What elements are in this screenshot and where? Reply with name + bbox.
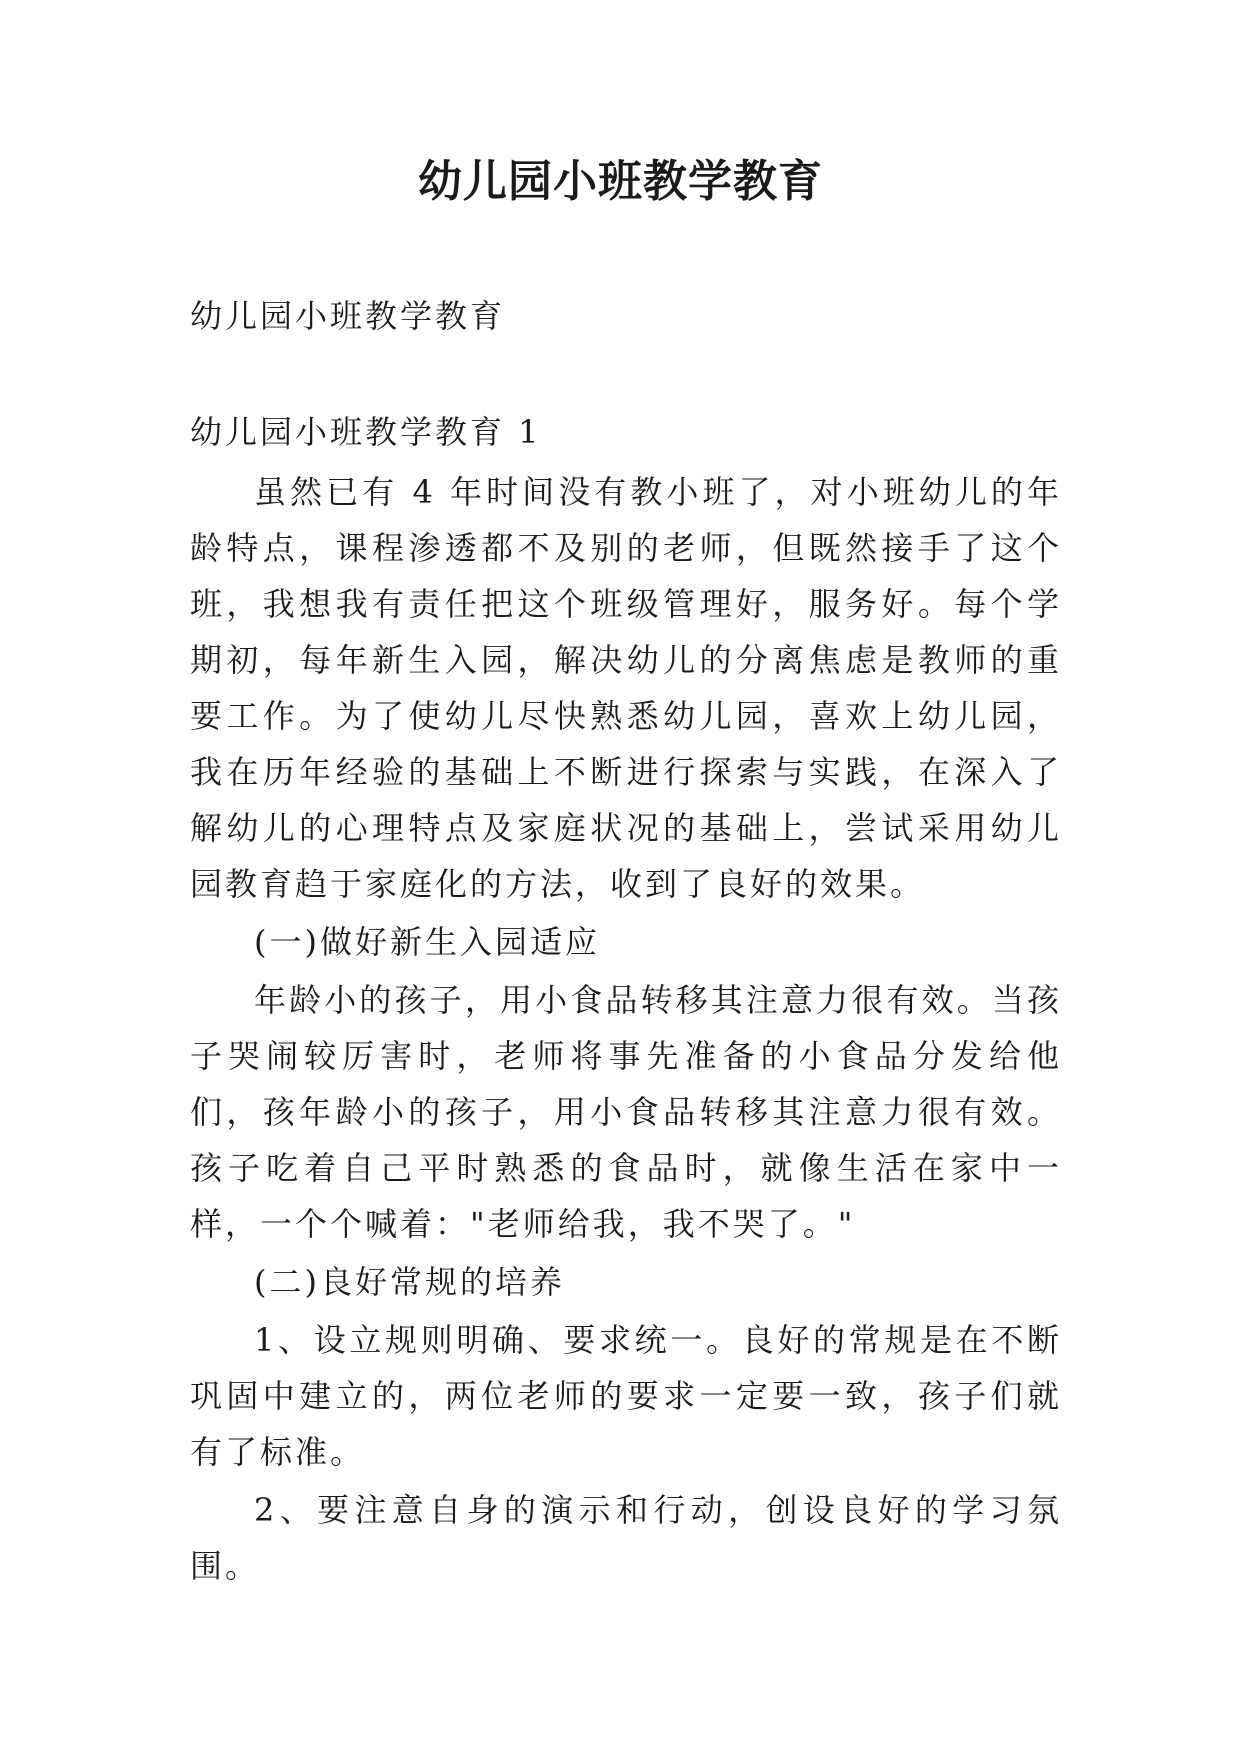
section-heading: 幼儿园小班教学教育 1 — [190, 413, 542, 451]
paragraph-snacks: 年龄小的孩子，用小食品转移其注意力很有效。当孩子哭闹较厉害时，老师将事先准备的小食品分发给他们，孩年龄小的孩子，用小食品转移其注意力很有效。孩子吃着自己平时熟悉的食品时，就像生活在家中一样，一个个喊着："老师给我，我不哭了。" — [190, 981, 1062, 1243]
document-subtitle: 幼儿园小班教学教育 — [190, 297, 506, 335]
document-title: 幼儿园小班教学教育 — [418, 156, 823, 207]
subheading-routine-training: (二)良好常规的培养 — [254, 1263, 565, 1301]
paragraph-rule-2: 2、要注意自身的演示和行动，创设良好的学习氛围。 — [190, 1491, 1062, 1585]
subheading-newcomer-adaptation: (一)做好新生入园适应 — [254, 923, 600, 961]
document-body — [190, 464, 1062, 1596]
paragraph-intro: 虽然已有 4 年时间没有教小班了，对小班幼儿的年龄特点，课程渗透都不及别的老师，但既然接手了这个班，我想我有责任把这个班级管理好，服务好。每个学期初，每年新生入园，解决幼儿的分离焦虑是教师的重要工作。为了使幼儿尽快熟悉幼儿园，喜欢上幼儿园，我在历年经验的基础上不断进行探索与实践，在深入了解幼儿的心理特点及家庭状况的基础上，尝试采用幼儿园教育趋于家庭化的方法，收到了良好的效果。 — [190, 473, 1062, 903]
paragraph-rule-1: 1、设立规则明确、要求统一。良好的常规是在不断巩固中建立的，两位老师的要求一定要一致，孩子们就有了标准。 — [190, 1321, 1062, 1471]
